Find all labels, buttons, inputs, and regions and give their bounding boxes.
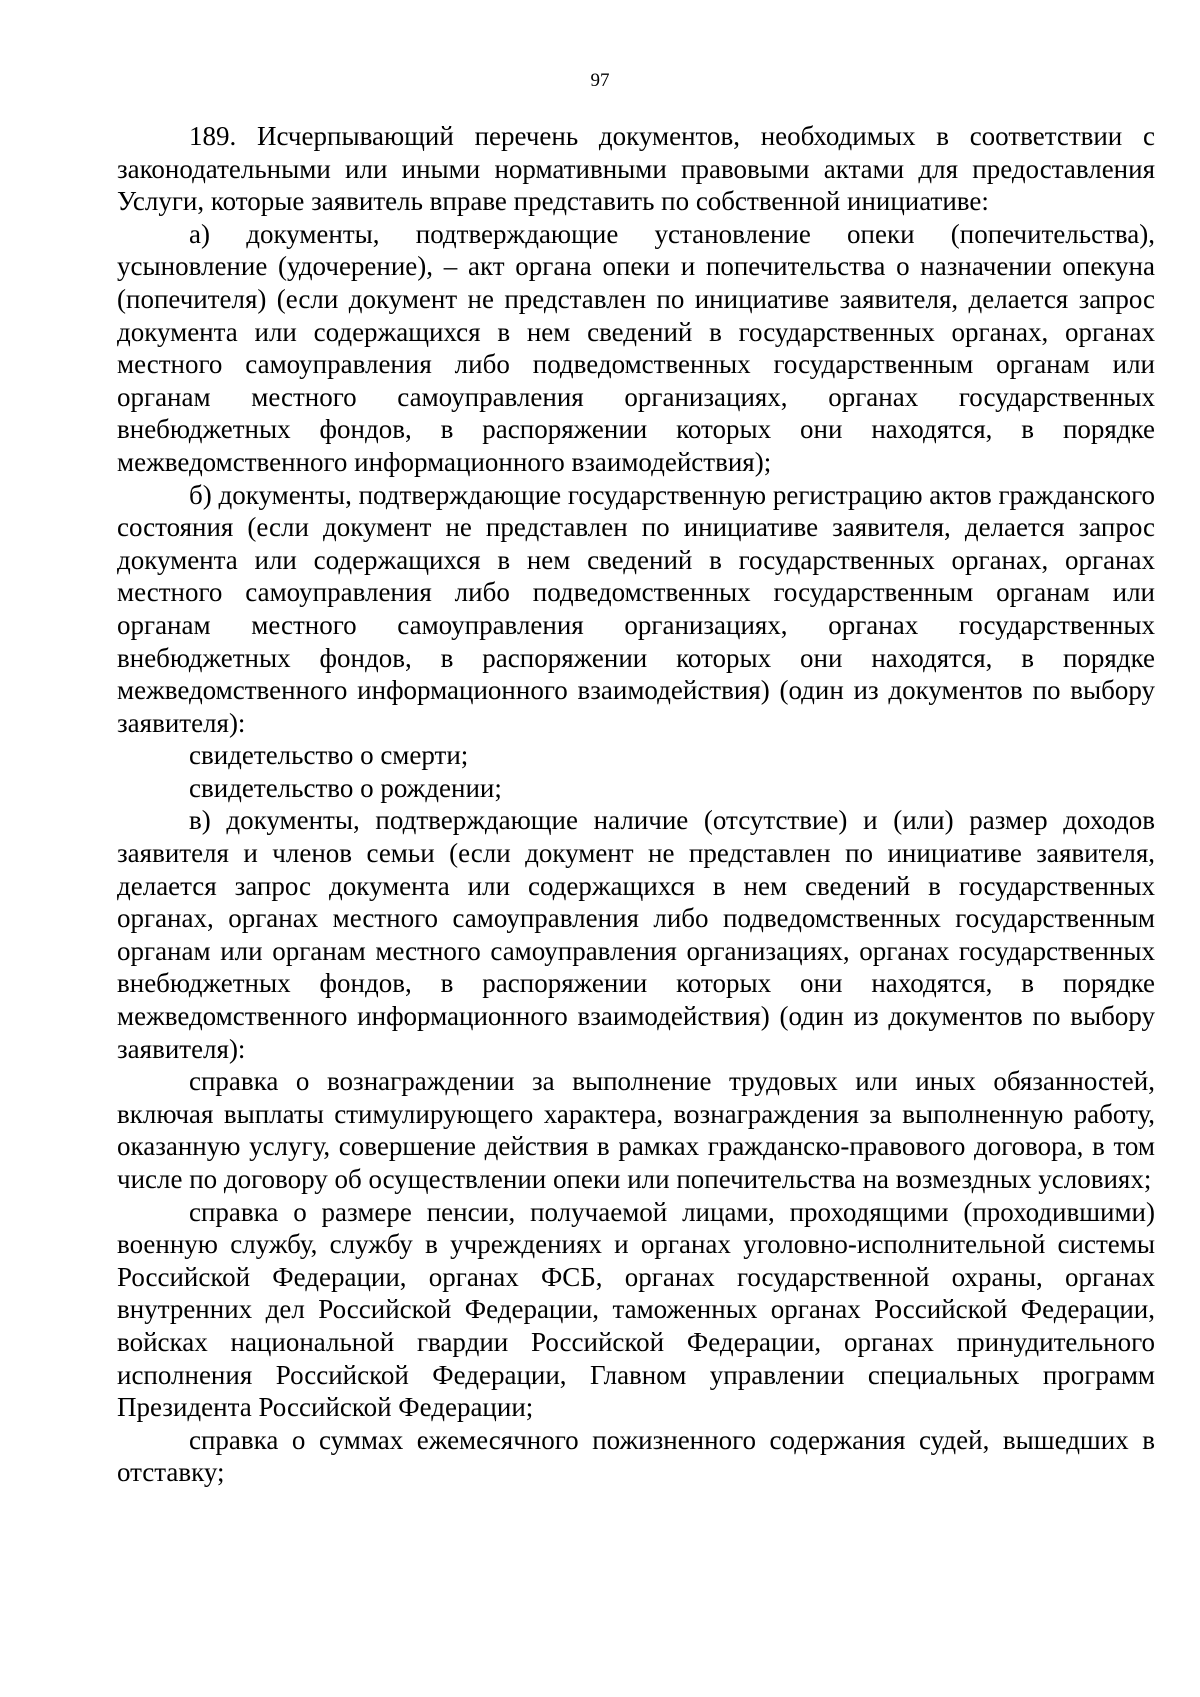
paragraph-item-a: а) документы, подтверждающие установление опеки (попечительства), усыновление (удочерение), – акт органа опеки и попечительства о назначении опекуна (попечителя) (если документ не представлен по инициативе заявителя, делается запрос документа или содержащихся в нем сведений в государственных органах, органах местного самоуправления либо подведомственных государственным органам или органам местного самоуправления организациях, органах государственных внебюджетных фондов, в распоряжении которых они находятся, в порядке межведомственного информационного взаимодействия); — [117, 218, 1155, 477]
paragraph-judges-allowance-certificate: справка о суммах ежемесячного пожизненного содержания судей, вышедших в отставку; — [117, 1424, 1155, 1488]
paragraph-birth-certificate: свидетельство о рождении; — [189, 772, 502, 803]
paragraph-item-v: в) документы, подтверждающие наличие (отсутствие) и (или) размер доходов заявителя и членов семьи (если документ не представлен по инициативе заявителя, делается запрос документа или содержащихся в нем сведений в государственных органах, органах местного самоуправления либо подведомственных государственным органам или органам местного самоуправления организациях, органах государственных внебюджетных фондов, в распоряжении которых они находятся, в порядке межведомственного информационного взаимодействия) (один из документов по выбору заявителя): — [117, 805, 1155, 1064]
page-number: 97 — [590, 70, 610, 91]
paragraph-death-certificate: свидетельство о смерти; — [189, 740, 469, 771]
paragraph-remuneration-certificate: справка о вознаграждении за выполнение трудовых или иных обязанностей, включая выплаты стимулирующего характера, вознаграждения за выполненную работу, оказанную услугу, совершение действия в рамках гражданско-правового договора, в том числе по договору об осуществлении опеки или попечительства на возмездных условиях; — [117, 1066, 1155, 1194]
paragraph-189-intro: 189. Исчерпывающий перечень документов, необходимых в соответствии с законодательными или иными нормативными правовыми актами для предоставления Услуги, которые заявитель вправе представить по собственной инициативе: — [117, 121, 1155, 217]
paragraph-item-b: б) документы, подтверждающие государственную регистрацию актов гражданского состояния (если документ не представлен по инициативе заявителя, делается запрос документа или содержащихся в нем сведений в государственных органах, органах местного самоуправления либо подведомственных государственным органам или органам местного самоуправления организациях, органах государственных внебюджетных фондов, в распоряжении которых они находятся, в порядке межведомственного информационного взаимодействия) (один из документов по выбору заявителя): — [117, 479, 1155, 738]
document-body — [117, 120, 1155, 1489]
paragraph-pension-certificate: справка о размере пенсии, получаемой лицами, проходящими (проходившими) военную службу, службу в учреждениях и органах уголовно-исполнительной системы Российской Федерации, органах ФСБ, органах государственной охраны, органах внутренних дел Российской Федерации, таможенных органах Российской Федерации, войсках национальной гвардии Российской Федерации, органах принудительного исполнения Российской Федерации, Главном управлении специальных программ Президента Российской Федерации; — [117, 1196, 1155, 1423]
